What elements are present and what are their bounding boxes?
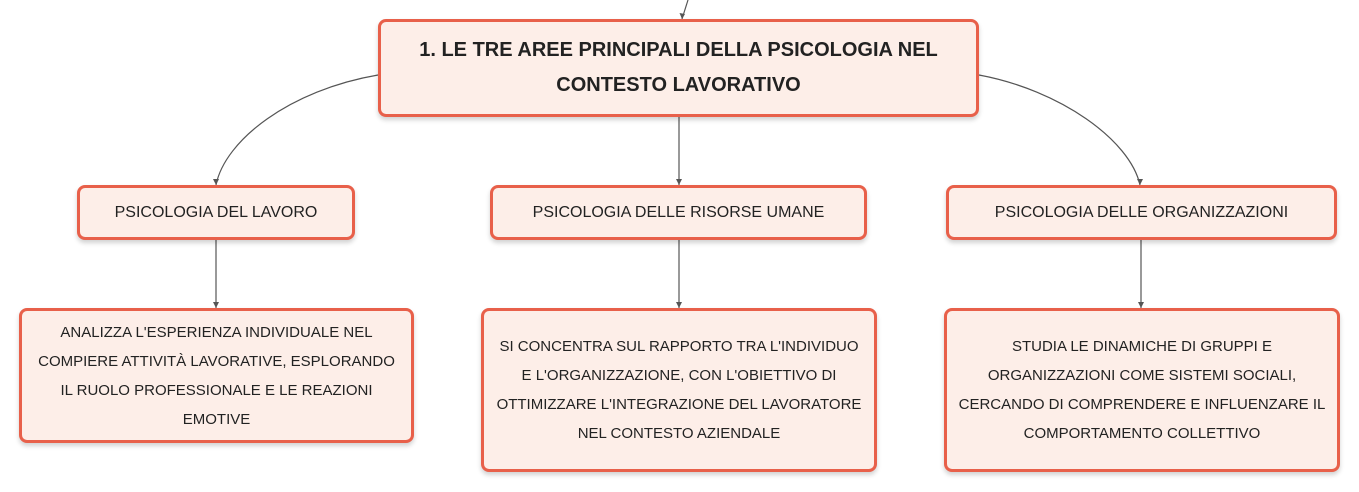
leaf-description-lavoro[interactable] xyxy=(19,308,414,443)
branch-psicologia-delle-risorse-umane[interactable] xyxy=(490,185,867,240)
root-topic[interactable] xyxy=(378,19,979,117)
branch-psicologia-del-lavoro[interactable] xyxy=(77,185,355,240)
leaf-text: SI CONCENTRA SUL RAPPORTO TRA L'INDIVIDUO E L'ORGANIZZAZIONE, CON L'OBIETTIVO DI OTTIMIZZARE L'INTEGRAZIONE DEL LAVORATORE NEL CONTESTO AZIENDALE xyxy=(496,338,862,442)
leaf-text: ANALIZZA L'ESPERIENZA INDIVIDUALE NEL COMPIERE ATTIVITÀ LAVORATIVE, ESPLORANDO IL RUOLO PROFESSIONALE E LE REAZIONI EMOTIVE xyxy=(38,323,395,428)
leaf-description-risorse-umane[interactable] xyxy=(481,308,877,472)
branch-label: PSICOLOGIA DELLE RISORSE UMANE xyxy=(532,203,825,221)
connector-root-to-branch-1 xyxy=(216,75,378,185)
branch-label: PSICOLOGIA DELLE ORGANIZZAZIONI xyxy=(994,203,1289,221)
leaf-description-organizzazioni[interactable] xyxy=(944,308,1340,472)
leaf-text: STUDIA LE DINAMICHE DI GRUPPI E ORGANIZZAZIONI COME SISTEMI SOCIALI, CERCANDO DI COMPRENDERE E INFLUENZARE IL COMPORTAMENTO COLLETTIVO xyxy=(958,338,1326,442)
connector-root-to-branch-3 xyxy=(979,75,1140,185)
root-topic-label: 1. LE TRE AREE PRINCIPALI DELLA PSICOLOGIA NEL CONTESTO LAVORATIVO xyxy=(419,39,938,96)
branch-psicologia-delle-organizzazioni[interactable] xyxy=(946,185,1337,240)
branch-label: PSICOLOGIA DEL LAVORO xyxy=(114,203,318,221)
